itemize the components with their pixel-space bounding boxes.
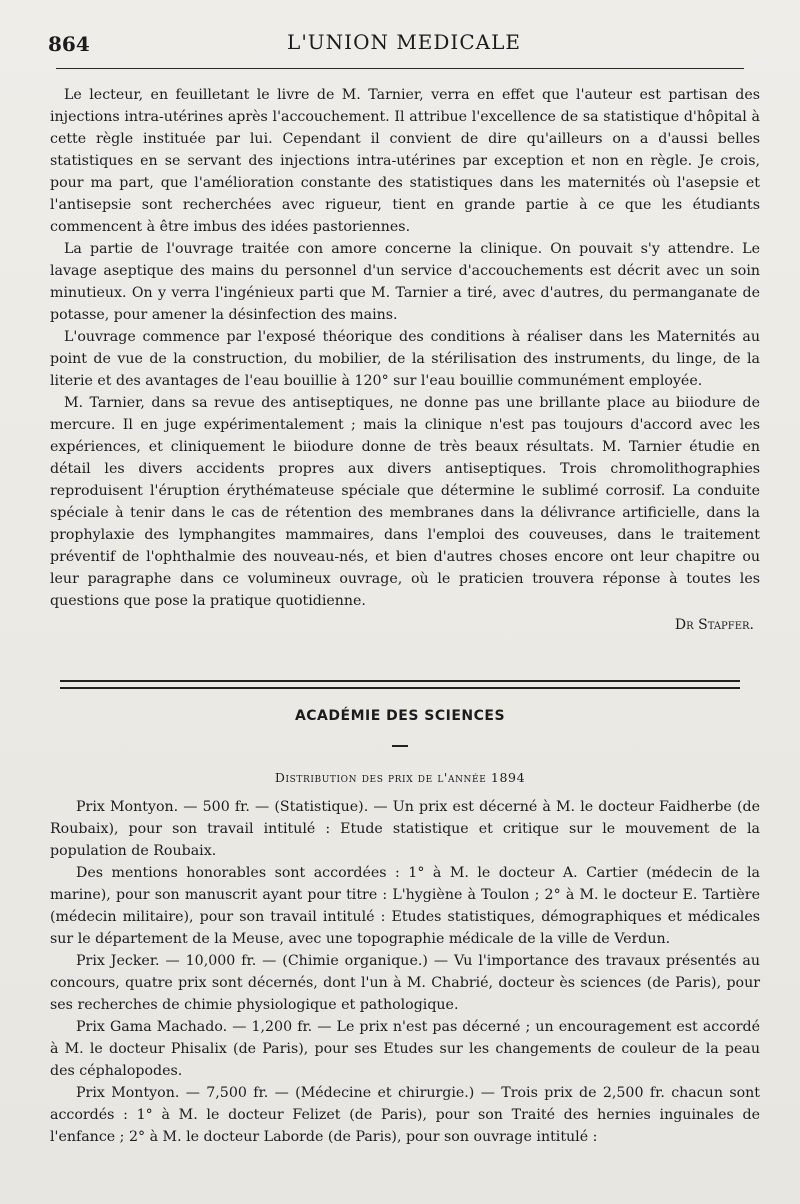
page-number: 864 (48, 32, 90, 56)
section-subheading: Distribution des prix de l'année 1894 (274, 770, 526, 785)
article-paragraph: M. Tarnier, dans sa revue des antiseptiques, ne donne pas une brillante place au biiodure de mercure. Il en juge expérimentalement ; mais la clinique n'est pas toujours d'accord avec les expériences, et cliniquement le biiodure donne de très beaux résultats. M. Tarnier étudie en détail les divers accidents propres aux divers antiseptiques. Trois chromolithographies reproduisent l'éruption érythémateuse spéciale que détermine le sublimé corrosif. La conduite spéciale à tenir dans le cas de rétention des membranes dans la délivrance artificielle, dans la prophylaxie des lymphangites mammaires, dans l'emploi des couveuses, dans le traitement préventif de l'ophthalmie des nouveau-nés, et bien d'autres choses encore ont leur chapitre ou leur paragraphe dans ce volumineux ouvrage, où le praticien trouvera réponse à toutes les questions que pose la pratique quotidienne. (50, 395, 760, 609)
prize-list (50, 796, 760, 1148)
prize-paragraph: Prix Montyon. — 500 fr. — (Statistique). — Un prix est décerné à M. le docteur Faidherbe (de Roubaix), pour son travail intitulé : Etude statistique et critique sur le mouvement de la population de Roubaix. (50, 799, 760, 859)
section-title: ACADÉMIE DES SCIENCES (294, 708, 506, 724)
article-paragraph: Le lecteur, en feuilletant le livre de M. Tarnier, verra en effet que l'auteur est partisan des injections intra-utérines après l'accouchement. Il attribue l'excellence de sa statistique d'hôpital à cette règle instituée par lui. Cependant il convient de dire qu'ailleurs on a d'aussi belles statistiques en se servant des injections intra-utérines par exception et non en règle. Je crois, pour ma part, que l'amélioration constante des statistiques dans les maternités où l'asepsie et l'antisepsie sont recherchées avec rigueur, tient en grande partie à ce que les étudiants commencent à être imbus des idées pastoriennes. (50, 87, 760, 235)
journal-title: L'UNION MEDICALE (287, 30, 521, 54)
article-paragraph: La partie de l'ouvrage traitée con amore concerne la clinique. On pouvait s'y attendre. Le lavage aseptique des mains du personnel d'un service d'accouchements est décrit avec un soin minutieux. On y verra l'ingénieux parti que M. Tarnier a tiré, avec d'autres, du permanganate de potasse, pour amener la désinfection des mains. (50, 241, 760, 323)
running-head (48, 28, 760, 58)
prize-paragraph: Des mentions honorables sont accordées : 1° à M. le docteur A. Cartier (médecin de la marine), pour son manuscrit ayant pour titre : L'hygiène à Toulon ; 2° à M. le docteur E. Tartière (médecin militaire), pour son travail intitulé : Etudes statistiques, démographiques et médicales sur le département de la Meuse, avec une topographie médicale de la ville de Verdun. (50, 865, 760, 947)
section-divider (60, 680, 740, 689)
prize-paragraph: Prix Jecker. — 10,000 fr. — (Chimie organique.) — Vu l'importance des travaux présentés au concours, quatre prix sont décernés, dont l'un à M. Chabrié, docteur ès sciences (de Paris), pour ses recherches de chimie physiologique et pathologique. (50, 953, 760, 1013)
prize-paragraph: Prix Montyon. — 7,500 fr. — (Médecine et chirurgie.) — Trois prix de 2,500 fr. chacun sont accordés : 1° à M. le docteur Felizet (de Paris), pour son Traité des hernies inguinales de l'enfance ; 2° à M. le docteur Laborde (de Paris), pour son ouvrage intitulé : (50, 1085, 760, 1145)
prize-paragraph: Prix Gama Machado. — 1,200 fr. — Le prix n'est pas décerné ; un encouragement est accordé à M. le docteur Phisalix (de Paris), pour ses Etudes sur les changements de couleur de la peau des céphalopodes. (50, 1019, 760, 1079)
article-body (50, 84, 760, 636)
title-dash (392, 745, 408, 747)
author-signature: Dr Stapfer. (674, 617, 754, 633)
article-paragraph: L'ouvrage commence par l'exposé théorique des conditions à réaliser dans les Maternités au point de vue de la construction, du mobilier, de la stérilisation des instruments, du linge, de la literie et des avantages de l'eau bouillie à 120° sur l'eau bouillie communément employée. (50, 329, 760, 389)
header-rule (56, 68, 744, 69)
